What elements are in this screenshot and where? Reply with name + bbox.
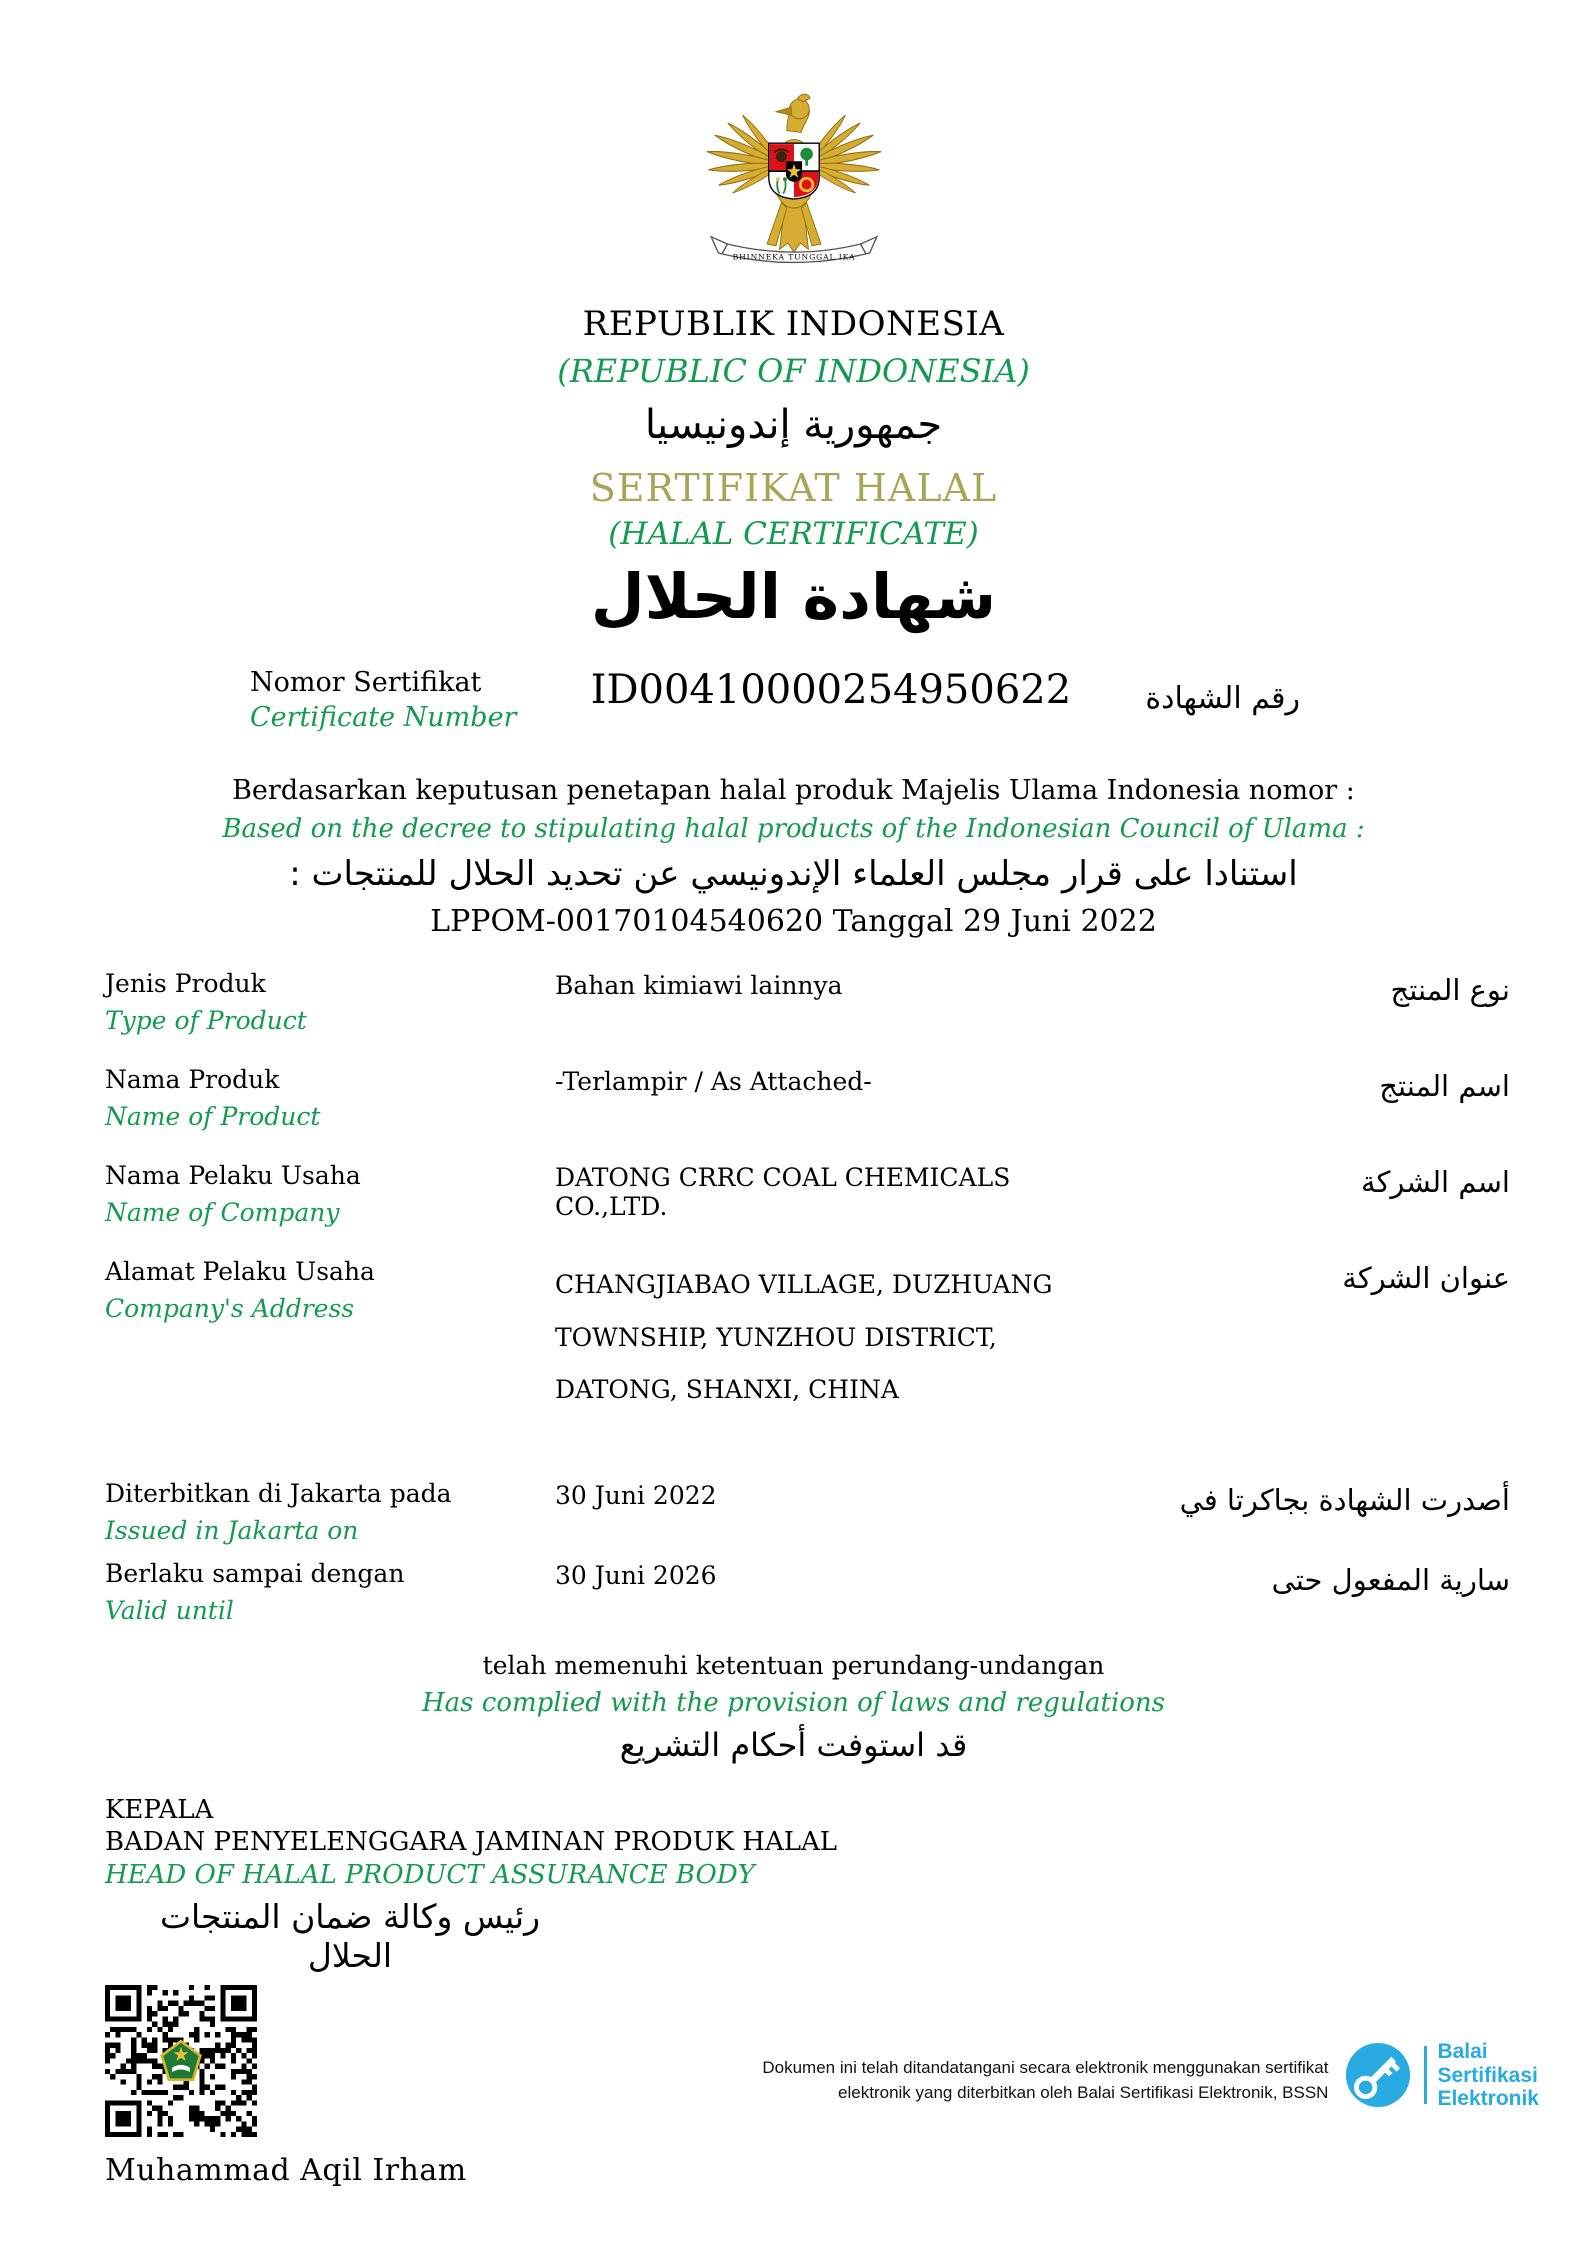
disclaimer-line-1: Dokumen ini telah ditandatangani secara elektronik menggunakan sertifikat — [762, 2058, 1329, 2077]
field-label-ar: سارية المفعول حتى — [1271, 1562, 1510, 1597]
field-label-en: Valid until — [105, 1595, 234, 1625]
bsre-word-3: Elektronik — [1437, 2087, 1539, 2111]
bsre-logo-separator — [1424, 2046, 1427, 2104]
compliance-line-id: telah memenuhi ketentuan perundang-undangan — [482, 1650, 1105, 1680]
bsre-key-icon — [1344, 2041, 1412, 2109]
signatory-title-id: KEPALA — [105, 1794, 214, 1825]
field-row-product-name — [105, 1065, 1510, 1131]
field-label-ar: أصدرت الشهادة بجاكرتا في — [1179, 1482, 1510, 1517]
field-value: 30 Juni 2026 — [555, 1560, 717, 1590]
certificate-number-label-ar: رقم الشهادة — [1145, 681, 1300, 716]
certificate-title-ar: شهادة الحلال — [590, 560, 997, 633]
field-value: 30 Juni 2022 — [555, 1480, 717, 1510]
field-label-en: Name of Company — [105, 1198, 340, 1227]
title-block — [0, 304, 1587, 633]
bsre-logo — [1344, 2040, 1539, 2111]
certificate-number-row — [250, 667, 1300, 733]
field-row-company-address — [105, 1257, 1510, 1417]
certificate-number-label — [250, 667, 516, 733]
dates-section — [105, 1479, 1510, 1625]
electronic-signature-disclaimer — [762, 2040, 1328, 2105]
field-value: Bahan kimiawi lainnya — [555, 971, 843, 1000]
disclaimer-line-2: elektronik yang diterbitkan oleh Balai Sertifikasi Elektronik, BSSN — [838, 2082, 1329, 2102]
field-label-id: Diterbitkan di Jakarta pada — [105, 1478, 452, 1508]
certificate-number-label-en: Certificate Number — [250, 702, 517, 733]
decree-line-en: Based on the decree to stipulating halal products of the Indonesian Council of Ulama : — [222, 814, 1365, 844]
field-label-ar: عنوان الشركة — [1342, 1261, 1510, 1295]
qr-code — [105, 1985, 257, 2137]
decree-line-ar: استنادا على قرار مجلس العلماء الإندونيسي عن تحديد الحلال للمنتجات : — [289, 854, 1298, 894]
country-name-id: REPUBLIK INDONESIA — [582, 304, 1005, 344]
field-label-ar: نوع المنتج — [1390, 973, 1510, 1007]
field-row-product-type — [105, 969, 1510, 1035]
country-name-en: (REPUBLIC OF INDONESIA) — [557, 352, 1030, 390]
compliance-block — [0, 1651, 1587, 1764]
field-row-company-name — [105, 1161, 1510, 1227]
field-label-ar: اسم المنتج — [1379, 1069, 1510, 1103]
country-name-ar: جمهورية إندونيسيا — [644, 402, 943, 448]
certificate-title-en: (HALAL CERTIFICATE) — [608, 516, 979, 552]
signatory-org-id: BADAN PENYELENGGARA JAMINAN PRODUK HALAL — [105, 1827, 838, 1857]
field-label-en: Name of Product — [105, 1102, 321, 1131]
decree-block — [0, 775, 1587, 939]
fields-section — [105, 969, 1510, 1625]
bsre-word-2: Sertifikasi — [1437, 2063, 1538, 2087]
field-label-id: Nama Produk — [105, 1065, 280, 1094]
signature-block — [105, 1794, 1587, 2189]
field-label-id: Berlaku sampai dengan — [105, 1558, 405, 1588]
field-value: -Terlampir / As Attached- — [555, 1067, 872, 1096]
field-label-en: Type of Product — [105, 1006, 307, 1035]
field-label-en: Company's Address — [105, 1294, 355, 1323]
decree-line-id: Berdasarkan keputusan penetapan halal produk Majelis Ulama Indonesia nomor : — [232, 775, 1355, 806]
emblem-motto: BHINNEKA TUNGGAL IKA — [732, 252, 855, 262]
field-label-en: Issued in Jakarta on — [105, 1515, 359, 1545]
compliance-line-ar: قد استوفت أحكام التشريع — [619, 1725, 968, 1764]
signatory-title-ar: رئيس وكالة ضمان المنتجات الحلال — [159, 1897, 541, 1975]
field-value: CHANGJIABAO VILLAGE, DUZHUANG TOWNSHIP, YUNZHOU DISTRICT, DATONG, SHANXI, CHINA — [555, 1270, 1053, 1404]
compliance-line-en: Has complied with the provision of laws and regulations — [421, 1687, 1166, 1718]
field-label-id: Nama Pelaku Usaha — [105, 1161, 361, 1190]
certificate-number-label-id: Nomor Sertifikat — [250, 667, 482, 698]
bsre-word-1: Balai — [1437, 2040, 1488, 2063]
field-row-issued — [105, 1479, 1510, 1545]
bsre-logo-text — [1437, 2040, 1539, 2111]
kemenag-logo-icon — [159, 2039, 203, 2083]
field-label-id: Jenis Produk — [105, 969, 266, 998]
footer — [762, 2040, 1539, 2111]
field-label-ar: اسم الشركة — [1361, 1165, 1510, 1199]
garuda-emblem-icon — [704, 66, 884, 278]
certificate-title-id: SERTIFIKAT HALAL — [589, 466, 998, 510]
signatory-org-en: HEAD OF HALAL PRODUCT ASSURANCE BODY — [105, 1859, 755, 1890]
field-value: DATONG CRRC COAL CHEMICALS CO.,LTD. — [555, 1163, 1011, 1221]
field-label-id: Alamat Pelaku Usaha — [105, 1257, 375, 1286]
decree-number-line: LPPOM-00170104540620 Tanggal 29 Juni 2022 — [430, 904, 1157, 939]
field-row-valid-until — [105, 1559, 1510, 1625]
signatory-name: Muhammad Aqil Irham — [105, 2153, 467, 2188]
certificate-number-value: ID00410000254950622 — [590, 667, 1072, 713]
